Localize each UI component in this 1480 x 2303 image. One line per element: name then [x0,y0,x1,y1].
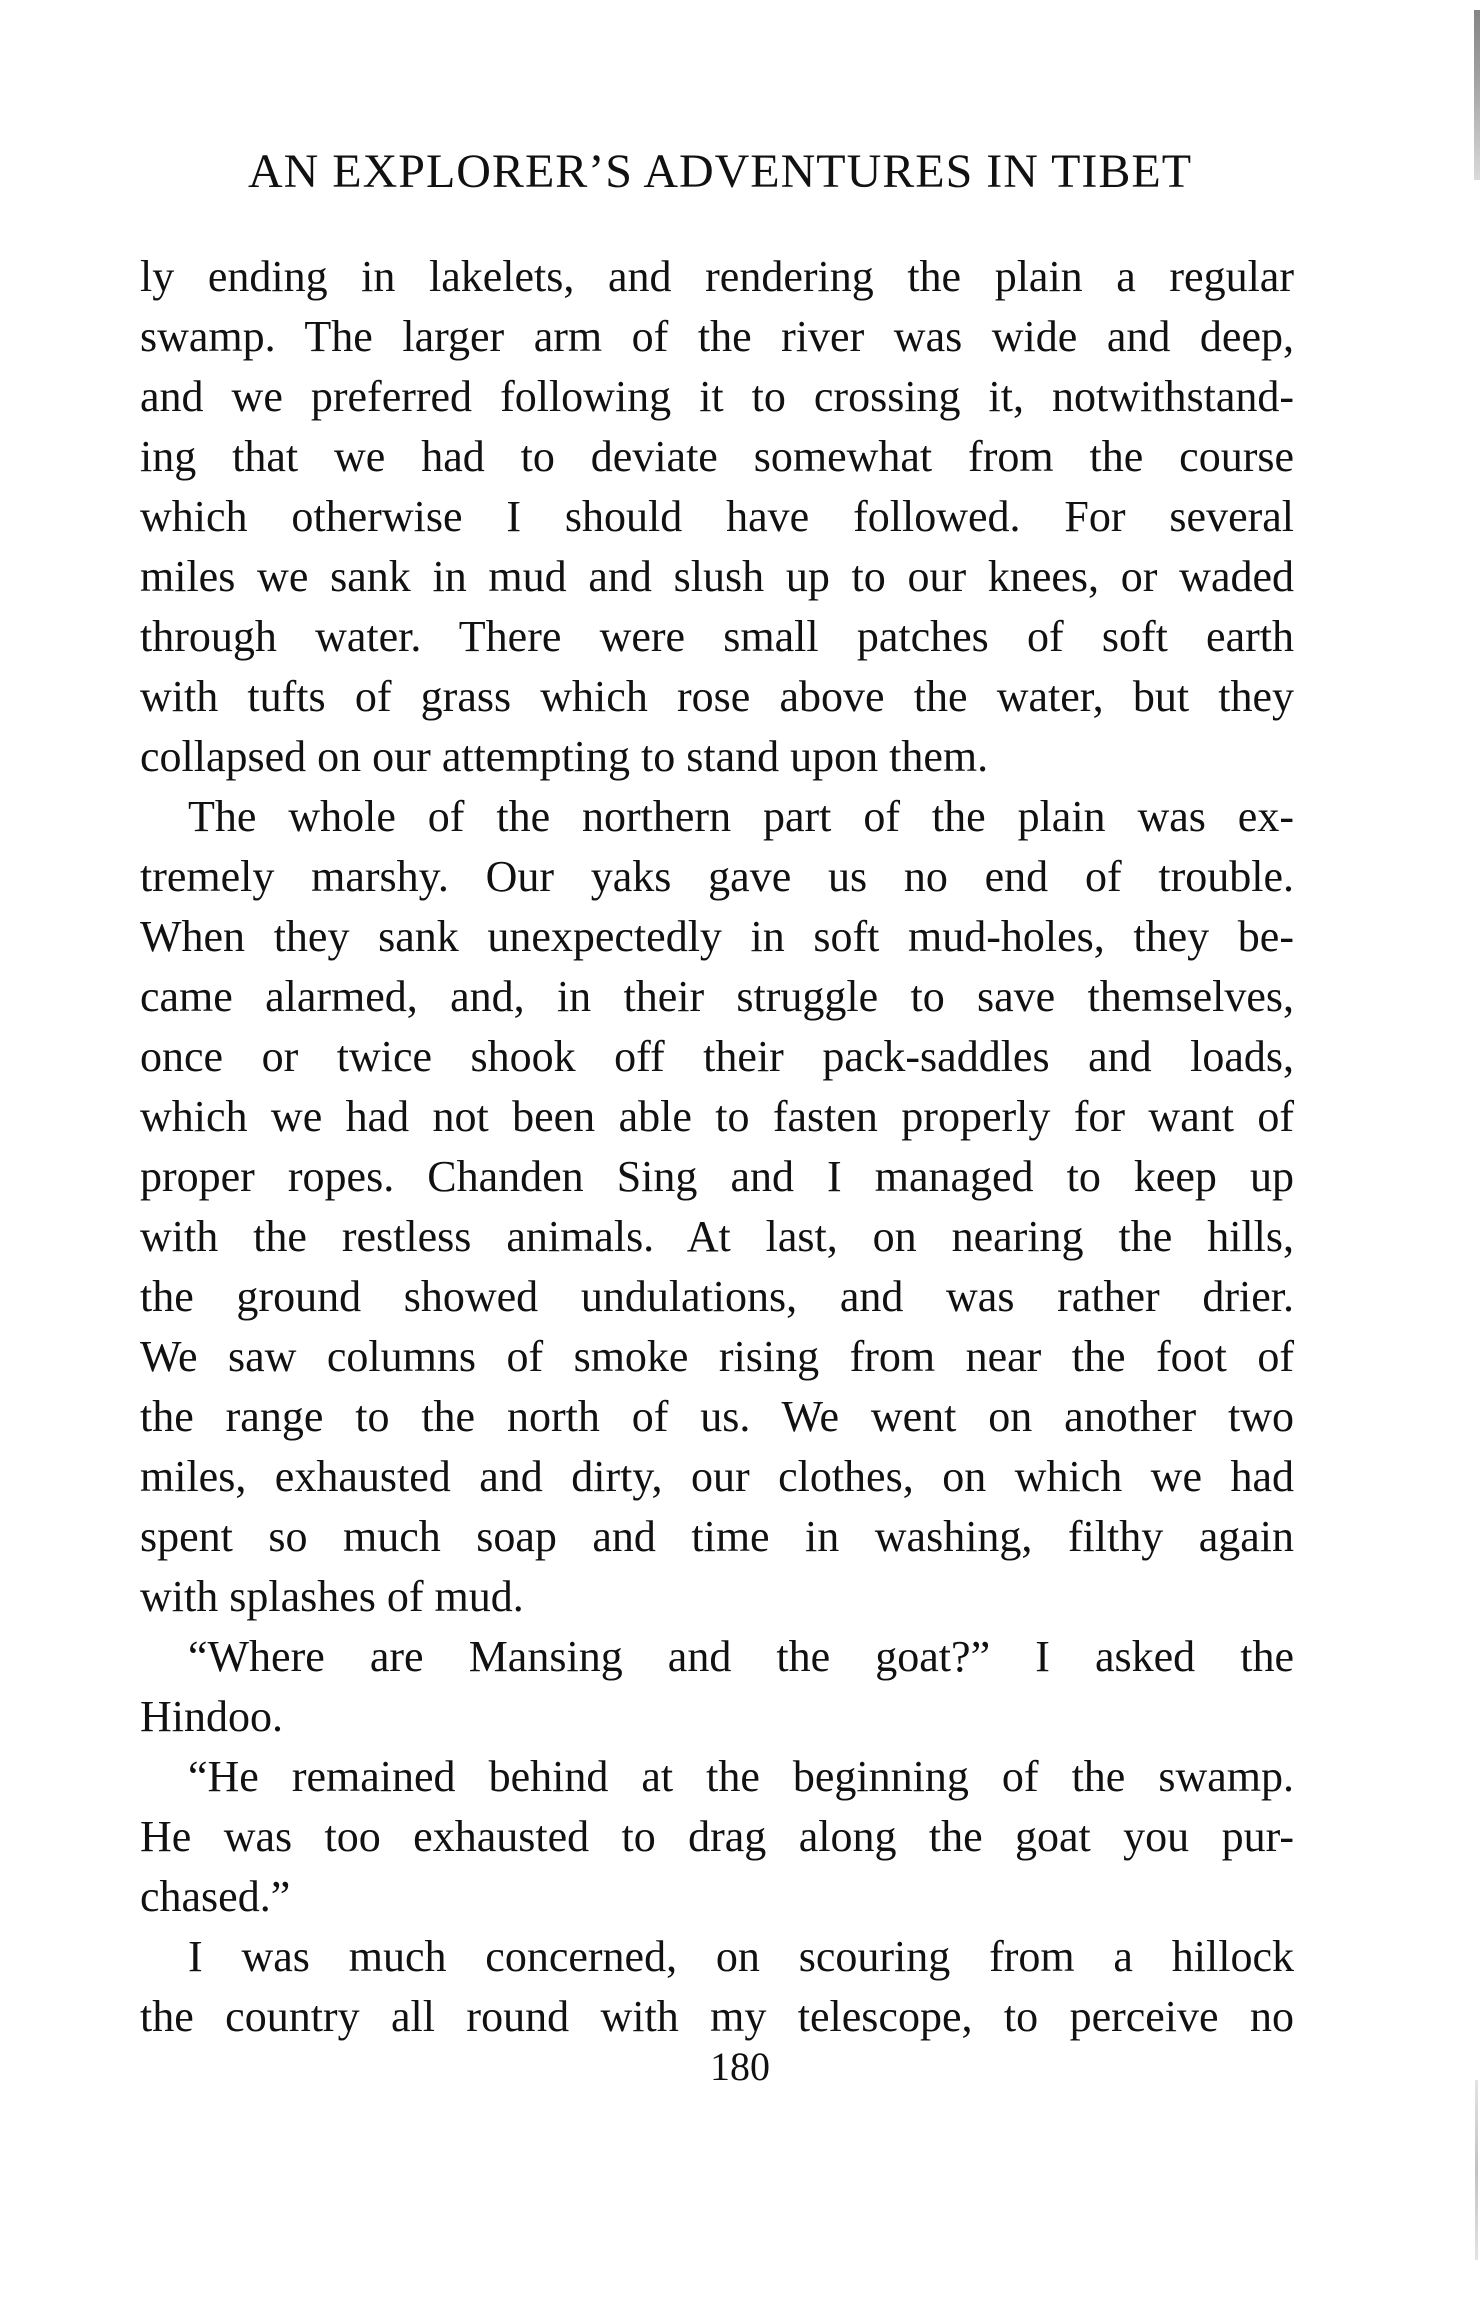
page-number: 180 [710,2044,770,2089]
text-line: He was too exhausted to drag along the goat you pur- [140,1812,1294,1861]
text-line: which otherwise I should have followed. For several [140,492,1294,541]
text-line: “He remained behind at the beginning of the swamp. [188,1752,1294,1801]
text-line: The whole of the northern part of the plain was ex- [188,792,1294,841]
text-line: I was much concerned, on scouring from a hillock [188,1932,1294,1981]
body-text [140,247,1294,2047]
text-line: collapsed on our attempting to stand upon them. [140,732,989,781]
text-line: once or twice shook off their pack-saddles and loads, [140,1032,1294,1081]
text-line: When they sank unexpectedly in soft mud-holes, they be- [140,912,1294,961]
text-line: miles, exhausted and dirty, our clothes, on which we had [140,1452,1294,1501]
text-line: ly ending in lakelets, and rendering the plain a regular [140,252,1294,301]
text-line: tremely marshy. Our yaks gave us no end of trouble. [140,852,1294,901]
text-line: chased.” [140,1872,291,1921]
text-line: with splashes of mud. [140,1572,524,1621]
text-line: miles we sank in mud and slush up to our knees, or waded [140,552,1294,601]
text-line: the range to the north of us. We went on another two [140,1392,1294,1441]
text-line: which we had not been able to fasten properly for want of [140,1092,1294,1141]
text-line: proper ropes. Chanden Sing and I managed to keep up [140,1152,1294,1201]
text-line: Hindoo. [140,1692,283,1741]
text-line: “Where are Mansing and the goat?” I asked the [188,1632,1294,1681]
text-line: We saw columns of smoke rising from near the foot of [140,1332,1294,1381]
text-line: through water. There were small patches of soft earth [140,612,1294,661]
text-line: the country all round with my telescope, to perceive no [140,1992,1294,2041]
text-line: ing that we had to deviate somewhat from the course [140,432,1294,481]
text-line: swamp. The larger arm of the river was wide and deep, [140,312,1294,361]
text-line: the ground showed undulations, and was rather drier. [140,1272,1294,1321]
running-head: AN EXPLORER’S ADVENTURES IN TIBET [247,145,1193,198]
text-line: spent so much soap and time in washing, filthy again [140,1512,1294,1561]
text-line: came alarmed, and, in their struggle to save themselves, [140,972,1294,1021]
text-line: with tufts of grass which rose above the water, but they [140,672,1294,721]
scan-edge-mark [1474,10,1480,180]
text-line: and we preferred following it to crossing it, notwithstand- [140,372,1294,421]
scan-edge-mark-lower [1475,2080,1478,2260]
text-line: with the restless animals. At last, on nearing the hills, [140,1212,1294,1261]
